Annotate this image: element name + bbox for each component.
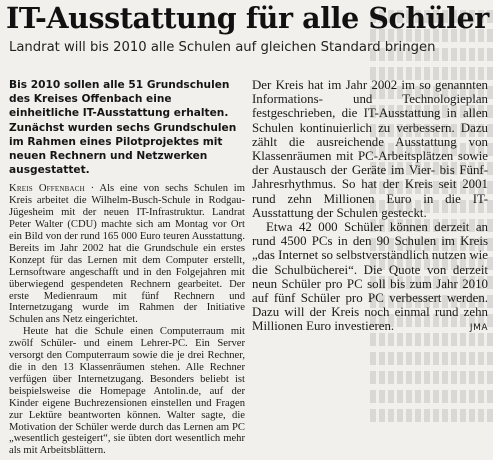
article-column-right	[252, 78, 488, 336]
article-paragraph-3: Der Kreis hat im Jahr 2002 im so genannten Informations- und Technologieplan festgeschrieben, die IT-Ausstattung in allen Schulen kontinuierlich zu verbessern. Dazu zählt die ausreichende Ausstattung von Klassenräumen mit PC-Arbeitsplätzen sowie der Austausch der Geräte im Vier- bis Fünf-Jahresrhythmus. So hat der Kreis seit 2001 rund zehn Millionen Euro in die IT-Ausstattung der Schulen gesteckt.	[252, 78, 488, 220]
article-paragraph-1	[9, 183, 245, 326]
article-subheadline: Landrat will bis 2010 alle Schulen auf gleichen Standard bringen	[9, 40, 436, 55]
article-author: JMA	[469, 323, 488, 334]
article-headline: IT-Ausstattung für alle Schüler	[6, 1, 489, 35]
article-paragraph-4-text: Etwa 42 000 Schüler können derzeit an rund 4500 PCs in den 90 Schulen im Kreis „das Internet so selbstverständlich nutzen wie die Schulbücherei“. Die Quote von derzeit neun Schüler pro PC soll bis zum Jahr 2010 auf fünf Schüler pro PC verbessert werden. Dazu will der Kreis noch einmal rund zehn Millionen Euro investieren.	[252, 220, 488, 334]
article-paragraph-4	[252, 220, 488, 334]
article-column-left	[9, 78, 245, 457]
article-lead: Bis 2010 sollen alle 51 Grundschulen des Kreises Offenbach eine einheitliche IT-Ausstattung erhalten. Zunächst wurden sechs Grundschulen im Rahmen eines Pilotprojektes mit neuen Rechnern und Netzwerken ausgestattet.	[9, 79, 237, 177]
article-dateline: Kreis Offenbach	[9, 183, 85, 195]
article-paragraph-1-text: · Als eine von sechs Schulen im Kreis arbeitet die Wilhelm-Busch-Schule in Rodgau-Jügesheim mit der neuen IT-Infrastruktur. Landrat Peter Walter (CDU) machte sich am Montag vor Ort ein Bild von der rund 165 000 Euro teuren Ausstattung. Bereits im Jahr 2002 hat die Grundschule ein erstes Konzept für das Lernen mit dem Computer erstellt, Lernsoftware angeschafft und in den Folgejahren mit überwiegend gespendeten Rechnern gearbeitet. Der erste Medienraum mit fünf Rechnern und Internetzugang wurde im Rahmen der Initiative Schulen ans Netz eingerichtet.	[9, 183, 245, 326]
article-paragraph-2: Heute hat die Schule einen Computerraum mit zwölf Schüler- und einem Lehrer-PC. Ein Server versorgt den Computerraum sowie die je drei Rechner, die in den 13 Klassenräumen stehen. Alle Rechner verfügen über Internetzugang. Besonders beliebt ist beispielsweise die Homepage Antolin.de, auf der Kinder eigene Buchrezensionen einstellen und Fragen zur Lektüre beantworten können. Walter sagte, die Motivation der Schüler werde durch das Lernen am PC „wesentlich gesteigert“, sie übten dort wesentlich mehr als mit Arbeitsblättern.	[9, 326, 245, 457]
